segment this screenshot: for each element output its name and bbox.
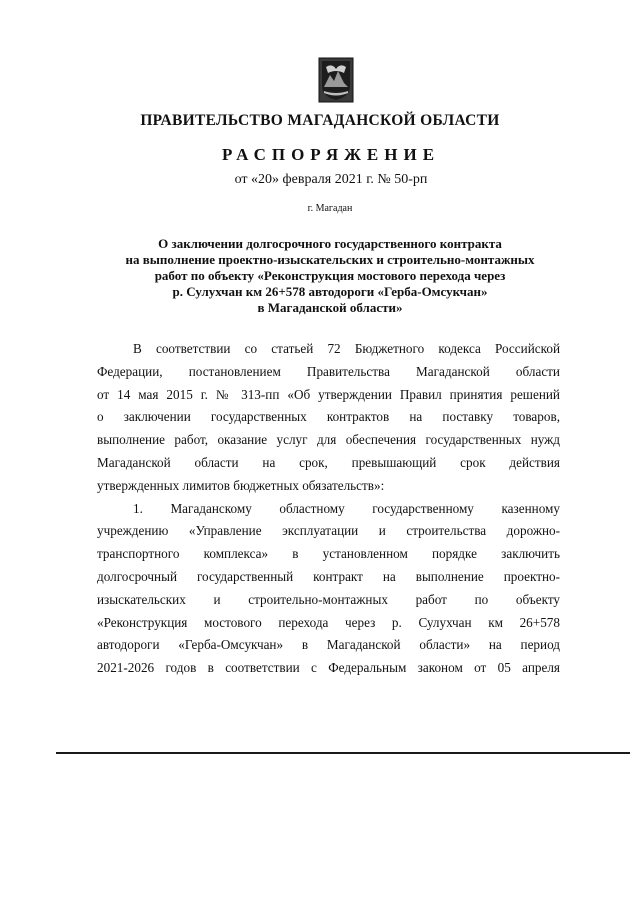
paragraph-line: «Реконструкция мостового перехода через р. Сулухчан км 26+578: [97, 614, 560, 630]
paragraph-line: Магаданской области на срок, превышающий срок действия: [97, 454, 560, 470]
page-divider-rule: [56, 752, 630, 754]
paragraph-legal-basis: [97, 338, 560, 498]
paragraph-line: долгосрочный государственный контракт на выполнение проектно-: [97, 568, 560, 584]
paragraph-line: автодороги «Герба-Омсукчан» в Магаданской области» на период: [97, 637, 560, 653]
title-line: О заключении долгосрочного государственного контракта: [158, 236, 502, 251]
paragraph-item-1: [97, 498, 560, 680]
paragraph-line: 2021-2026 годов в соответствии с Федеральным законом от 05 апреля: [97, 660, 560, 676]
paragraph-line: утвержденных лимитов бюджетных обязательств»:: [97, 477, 385, 493]
coat-of-arms-icon: [318, 57, 354, 103]
paragraph-line: 1. Магаданскому областному государственному казенному: [133, 500, 560, 516]
title-line: в Магаданской области»: [257, 300, 403, 315]
document-date-number: от «20» февраля 2021 г. № 50-рп: [234, 172, 428, 187]
paragraph-line: выполнение работ, оказание услуг для обеспечения государственных нужд: [97, 432, 560, 448]
paragraph-line: изыскательских и строительно-монтажных работ по объекту: [97, 591, 560, 607]
paragraph-line: учреждению «Управление эксплуатации и строительства дорожно-: [97, 523, 560, 539]
title-line: р. Сулухчан км 26+578 автодороги «Герба-Омсукчан»: [172, 284, 488, 299]
document-type-heading: РАСПОРЯЖЕНИЕ: [221, 145, 441, 164]
title-line: работ по объекту «Реконструкция мостового перехода через: [154, 268, 506, 283]
paragraph-line: Федерации, постановлением Правительства Магаданской области: [97, 363, 560, 379]
title-line: на выполнение проектно-изыскательских и строительно-монтажных: [125, 252, 535, 267]
organization-heading: ПРАВИТЕЛЬСТВО МАГАДАНСКОЙ ОБЛАСТИ: [140, 112, 500, 129]
paragraph-line: В соответствии со статьей 72 Бюджетного кодекса Российской: [133, 341, 560, 356]
document-title: [80, 236, 580, 316]
paragraph-line: транспортного комплекса» в установленном порядке заключить: [97, 546, 560, 562]
document-city: г. Магадан: [307, 203, 353, 214]
paragraph-line: о заключении государственных контрактов на поставку товаров,: [97, 409, 560, 425]
document-body: [97, 338, 560, 680]
paragraph-line: от 14 мая 2015 г. № 313-пп «Об утверждении Правил принятия решений: [97, 386, 560, 402]
